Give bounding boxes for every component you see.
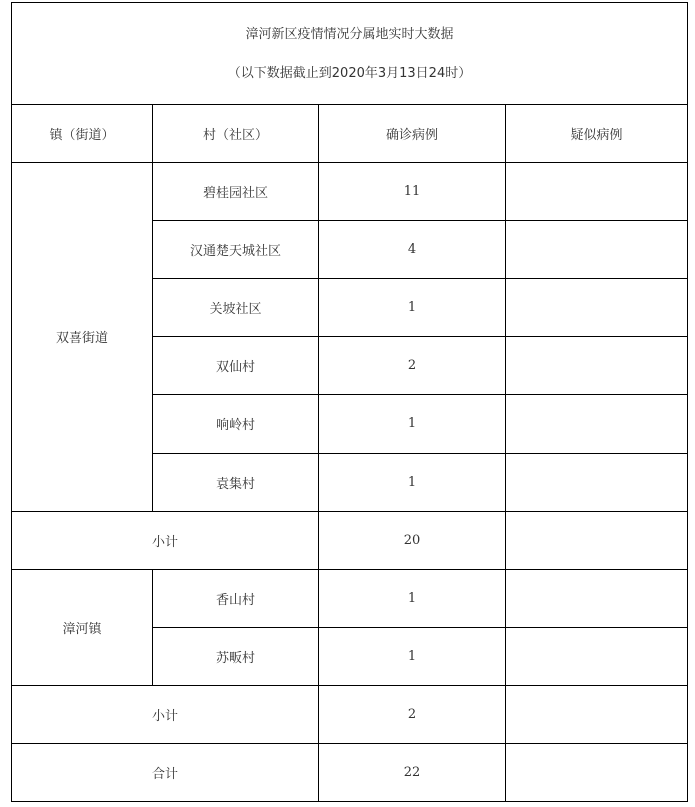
suspected-cell [506, 395, 688, 453]
confirmed-cell: 2 [319, 337, 506, 395]
subtotal-row [12, 511, 688, 569]
confirmed-cell: 1 [319, 627, 506, 685]
table-title: 漳河新区疫情情况分属地实时大数据 [245, 26, 454, 42]
village-cell: 双仙村 [153, 337, 319, 395]
total-suspected [506, 743, 688, 801]
suspected-cell [506, 453, 688, 511]
subtotal-confirmed: 2 [319, 685, 506, 743]
suspected-cell [506, 627, 688, 685]
header-confirmed: 确诊病例 [319, 105, 506, 163]
suspected-cell [506, 221, 688, 279]
title-cell [12, 3, 688, 105]
suspected-cell [506, 337, 688, 395]
confirmed-cell: 1 [319, 569, 506, 627]
confirmed-cell: 1 [319, 395, 506, 453]
subtotal-label: 小计 [12, 685, 319, 743]
total-label: 合计 [12, 743, 319, 801]
subtotal-row [12, 685, 688, 743]
confirmed-cell: 1 [319, 279, 506, 337]
header-suspected: 疑似病例 [506, 105, 688, 163]
village-cell: 苏畈村 [153, 627, 319, 685]
village-cell: 响岭村 [153, 395, 319, 453]
village-cell: 香山村 [153, 569, 319, 627]
subtotal-confirmed: 20 [319, 511, 506, 569]
table-row [12, 569, 688, 627]
confirmed-cell: 1 [319, 453, 506, 511]
header-town: 镇（街道） [12, 105, 153, 163]
suspected-cell [506, 569, 688, 627]
subtotal-suspected [506, 511, 688, 569]
table-subtitle: （以下数据截止到2020年3月13日24时） [227, 65, 472, 81]
header-row [12, 105, 688, 163]
village-cell: 碧桂园社区 [153, 163, 319, 221]
header-village: 村（社区） [153, 105, 319, 163]
subtotal-label: 小计 [12, 511, 319, 569]
village-cell: 袁集村 [153, 453, 319, 511]
town-cell: 漳河镇 [12, 569, 153, 685]
total-row [12, 743, 688, 801]
town-cell: 双喜街道 [12, 163, 153, 511]
village-cell: 关坡社区 [153, 279, 319, 337]
confirmed-cell: 4 [319, 221, 506, 279]
confirmed-cell: 11 [319, 163, 506, 221]
total-confirmed: 22 [319, 743, 506, 801]
epidemic-data-table [11, 2, 688, 802]
suspected-cell [506, 163, 688, 221]
title-row [12, 3, 688, 105]
subtotal-suspected [506, 685, 688, 743]
table-row [12, 163, 688, 221]
suspected-cell [506, 279, 688, 337]
village-cell: 汉通楚天城社区 [153, 221, 319, 279]
